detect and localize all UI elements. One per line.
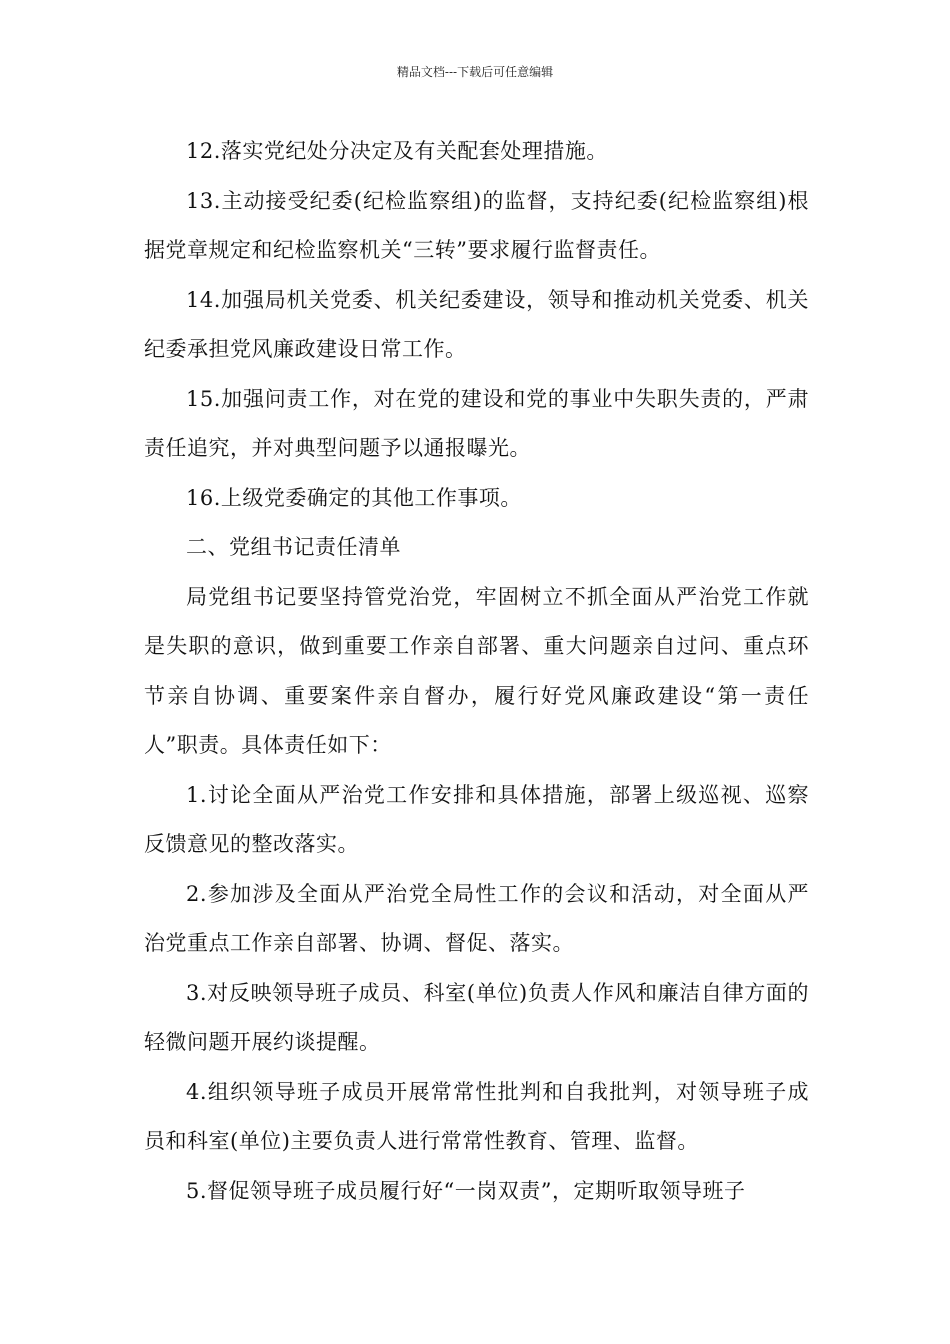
paragraph-item-16: 16.上级党委确定的其他工作事项。 xyxy=(186,485,522,510)
responsibility-item-4: 4.组织领导班子成员开展常常性批判和自我批判，对领导班子成员和科室(单位)主要负责人进行常常性教育、管理、监督。 xyxy=(144,1079,809,1153)
page-header: 精品文档---下载后可任意编辑 xyxy=(396,65,554,79)
responsibility-item-2: 2.参加涉及全面从严治党全局性工作的会议和活动，对全面从严治党重点工作亲自部署、协调、督促、落实。 xyxy=(144,881,809,955)
document-body xyxy=(144,127,809,1216)
section-intro-paragraph: 局党组书记要坚持管党治党，牢固树立不抓全面从严治党工作就是失职的意识，做到重要工作亲自部署、重大问题亲自过问、重点环节亲自协调、重要案件亲自督办，履行好党风廉政建设“第一责任人”职责。具体责任如下： xyxy=(144,584,809,757)
responsibility-item-5: 5.督促领导班子成员履行好“一岗双责”，定期听取领导班子 xyxy=(186,1178,746,1203)
paragraph-item-13: 13.主动接受纪委(纪检监察组)的监督，支持纪委(纪检监察组)根据党章规定和纪检监察机关“三转”要求履行监督责任。 xyxy=(144,188,809,262)
section-heading: 二、党组书记责任清单 xyxy=(186,535,401,559)
responsibility-item-1: 1.讨论全面从严治党工作安排和具体措施，部署上级巡视、巡察反馈意见的整改落实。 xyxy=(144,782,809,856)
responsibility-item-3: 3.对反映领导班子成员、科室(单位)负责人作风和廉洁自律方面的轻微问题开展约谈提醒。 xyxy=(144,980,809,1054)
paragraph-item-12: 12.落实党纪处分决定及有关配套处理措施。 xyxy=(186,139,608,163)
paragraph-item-15: 15.加强问责工作，对在党的建设和党的事业中失职失责的，严肃责任追究，并对典型问题予以通报曝光。 xyxy=(144,386,809,460)
paragraph-item-14: 14.加强局机关党委、机关纪委建设，领导和推动机关党委、机关纪委承担党风廉政建设日常工作。 xyxy=(144,287,809,361)
